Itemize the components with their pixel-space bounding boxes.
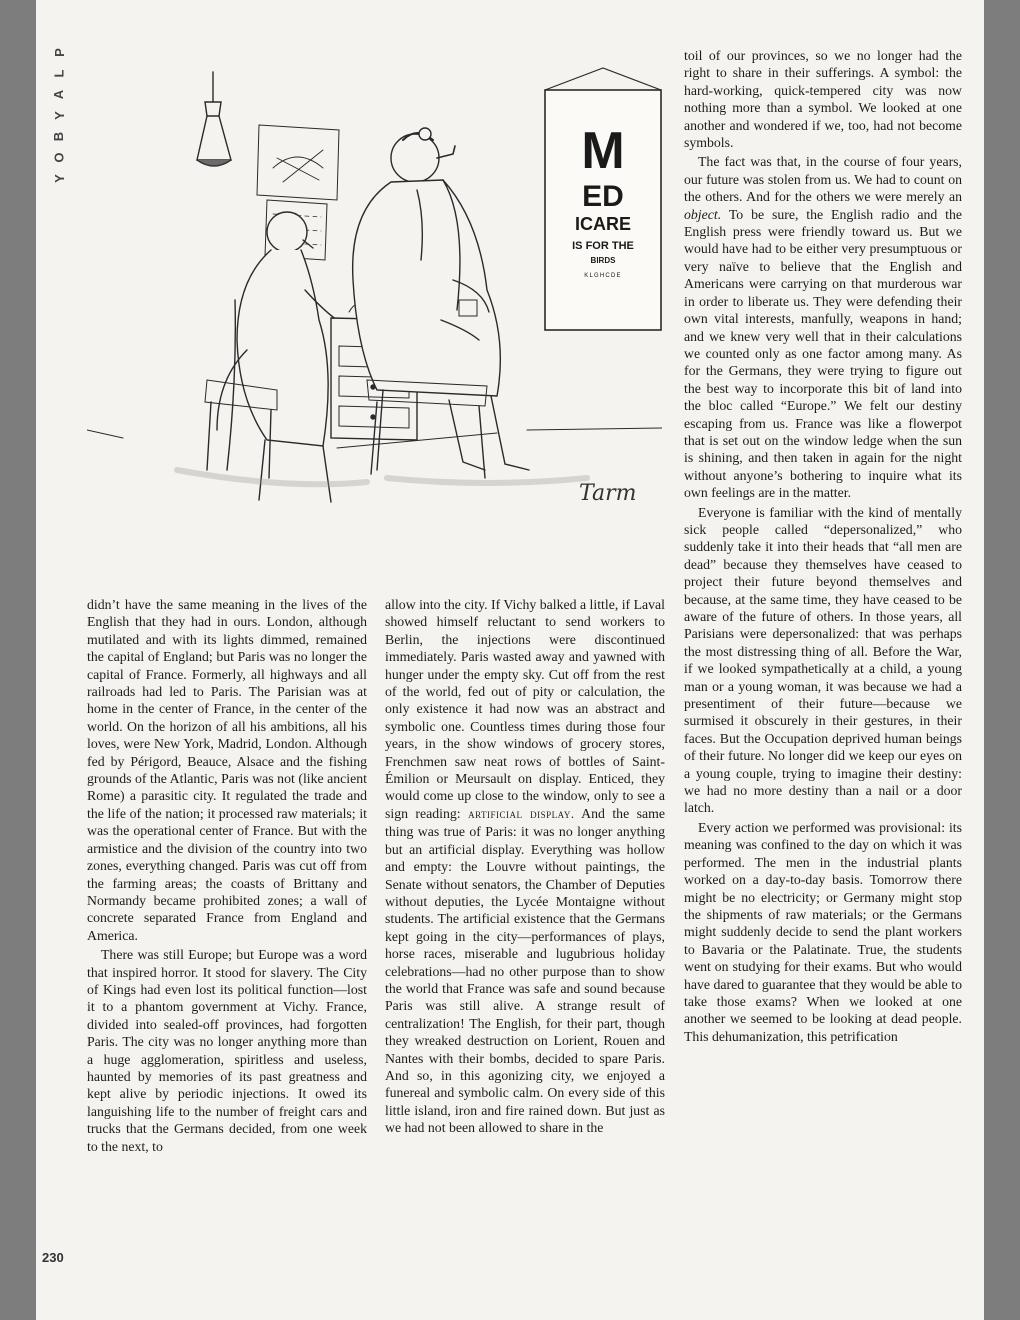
eye-chart-line-6: KLGHCDE — [584, 273, 622, 279]
masthead-letter: B — [51, 131, 67, 142]
masthead-vertical — [36, 42, 82, 189]
eye-chart-line-3: ICARE — [574, 214, 632, 234]
text-run: And the same thing was true of Paris: it was no longer anything but an artificial display. Everything was hollow and empty: the Louvre without paintings, the Senate without senators, the Chamber of Deputies without deputies, the Lycée Montaigne without students. The artificial existence that the Germans kept going in the city—performances of plays, horse races, miserable and lugubrious holiday celebrations—had no other purpose than to show the world that France was safe and sound because Paris was still alive. A strange result of centralization! The English, for their part, though they wreaked destruction on Lorient, Rouen and Nantes with their bombs, decided to spare Paris. And so, in this agonizing city, we enjoyed a funereal and symbolic calm. On every side of this little island, iron and fire rained down. But just as we had not been allowed to share in the — [385, 805, 665, 1136]
masthead-letter: Y — [51, 111, 67, 120]
masthead-letter: P — [51, 48, 67, 57]
emphasis-text: object. — [684, 206, 722, 222]
eye-chart-line-2: ED — [582, 180, 624, 213]
paragraph: There was still Europe; but Europe was a word that inspired horror. It stood for slavery. The City of Kings had even lost its political function—lost it to a phantom government at Vichy. France, divided into sealed-off provinces, had forgotten Paris. The city was no longer anything more than a huge agglomeration, spiritless and useless, haunted by memories of its past greatness and kept alive by periodic injections. It owed its languishing life to the number of freight cars and trucks that the Germans decided, from one week to the next, to — [87, 947, 367, 1154]
eye-chart-line-5: BIRDS — [590, 256, 616, 265]
masthead-letter: Y — [51, 174, 67, 183]
sign-text: artificial display. — [468, 806, 575, 821]
text-run: allow into the city. If Vichy balked a little, if Laval showed himself reluctant to send workers to Berlin, the injections were discontinued immediately. Paris wasted away and yawned with hunger under the empty sky. Cut off from the rest of the world, fed out of pity or calculation, the only existence it had now was an abstract and symbolic one. Countless times during those four years, in the show windows of grocery stores, Frenchmen saw neat rows of bottles of Saint-Émilion or Meursault on display. Enticed, they would come up close to the window, only to see a sign reading: — [385, 597, 666, 821]
magazine-page — [36, 0, 984, 1320]
masthead-letter: L — [51, 69, 67, 78]
paragraph — [385, 596, 665, 1137]
cartoon-illustration — [87, 50, 662, 570]
text-column-2 — [385, 596, 665, 1137]
eye-chart-line-1: M — [581, 122, 625, 180]
masthead-letter: O — [51, 152, 67, 163]
text-run: To be sure, the English radio and the English press were friendly toward us. But we would have had to be either very presumptuous or very naïve to believe that the English and Americans were carrying on that murderous war in order to liberate us. They were defending their own vital interests, manfully, weapons in hand; and we knew very well that in their calculations we counted only as one factor among many. As for the Germans, they were trying to figure out the best way to incorporate this bit of land into the bloc called “Europe.” We felt our destiny escaping from us. France was like a flowerpot that is set out on the window ledge when the sun is shining, and then taken in again for the night without anyone’s bothering to inquire what its own feelings are in the matter. — [684, 206, 962, 501]
text-run: The fact was that, in the course of four years, our future was stolen from us. We had to count on the others. And for the others we were merely an — [684, 154, 962, 205]
artist-signature: Tarm — [579, 481, 637, 506]
masthead-letter: A — [51, 89, 67, 100]
paragraph — [684, 153, 962, 501]
paragraph: Every action we performed was provisional: its meaning was confined to the day on which it was performed. The men in the industrial plants worked on a day-to-day basis. Tomorrow there might be no electricity; or Germany might stop the shipments of raw materials; or the Germans might suddenly decide to send the plant workers to Bavaria or the Palatinate. True, the students went on studying for their exams. But who would have dared to guarantee that they would be able to take those exams? When we looked at one another we seemed to be looking at dead people. This dehumanization, this petrification — [684, 819, 962, 1044]
text-column-1 — [87, 596, 367, 1155]
text-column-3 — [684, 47, 962, 1045]
paragraph: Everyone is familiar with the kind of mentally sick people called “depersonalized,” who suddenly take it into their heads that “all men are dead” because they themselves have ceased to project their future beyond themselves and because, at the same time, they have ceased to be aware of the future of others. In those years, all Parisians were depersonalized: that was perhaps the most distressing thing of all. Before the War, if we looked sympathetically at a child, a young man or a young woman, it was because we had a presentiment of their future—because we surmised it obscurely in their gestures, in their faces. But the Occupation deprived human beings of their future. No longer did we keep our eyes on a young couple, trying to imagine their destiny: we had no more destiny than a nail or a door latch. — [684, 504, 962, 816]
paragraph: didn’t have the same meaning in the lives of the English that they had in ours. London, although mutilated and with its lights dimmed, remained the capital of England; but Paris was no longer the capital of France. Formerly, all highways and all railroads had led to Paris. The Parisian was at home in the center of France, in the center of the world. On the horizon of all his ambitions, all his loves, were New York, Madrid, London. Although fed by Périgord, Beauce, Alsace and the fishing grounds of the Atlantic, Paris was not (like ancient Rome) a parasitic city. It regulated the trade and the life of the nation; it processed raw materials; it was the operational center of France. But with the armistice and the division of the country into two zones, everything changed. Paris was cut off from the farming areas; the coasts of Brittany and Normandy became prohibited zones; a wall of concrete separated France from England and America. — [87, 597, 367, 943]
eye-chart-line-4: IS FOR THE — [572, 240, 634, 252]
paragraph: toil of our provinces, so we no longer had the right to share in their sufferings. A symbol: the hard-working, quick-tempered city was now nothing more than a symbol. We looked at one another and wondered if we, too, had not become symbols. — [684, 48, 962, 151]
page-number: 230 — [42, 1250, 64, 1265]
